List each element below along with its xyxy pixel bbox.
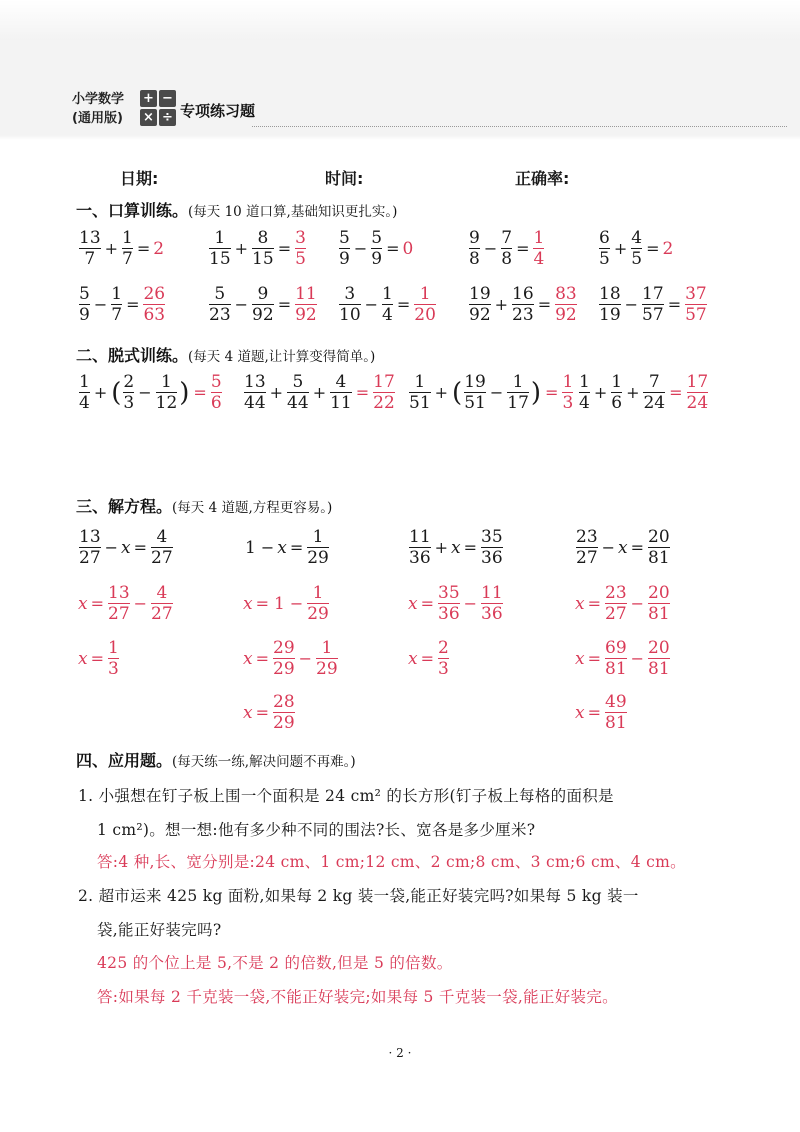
- answer: $\frac{5}{6}$: [210, 372, 222, 413]
- header-divider: [252, 126, 787, 127]
- equation-1-step-2: x = $\frac{1}{3}$: [78, 638, 119, 679]
- mental-problem-7: $\frac{5}{23}$ − $\frac{9}{92}$ = $\frac{11}{92}$: [209, 284, 317, 325]
- mental-problem-6: $\frac{5}{9}$ − $\frac{1}{7}$ = $\frac{26}{63}$: [79, 284, 166, 325]
- stepwise-problem-1: $\frac{1}{4}$ + ( $\frac{2}{3}$ − $\frac{1}{12}$ ) = $\frac{5}{6}$: [79, 372, 222, 413]
- answer: $\frac{3}{5}$: [295, 228, 306, 269]
- plus-icon: +: [140, 90, 157, 107]
- answer: $\frac{1}{20}$: [414, 284, 436, 325]
- mental-problem-4: $\frac{9}{8}$ − $\frac{7}{8}$ = $\frac{1}{4}$: [469, 228, 545, 269]
- section2-heading: 二、脱式训练。(每天 4 道题,让计算变得简单。): [76, 346, 376, 365]
- answer: $\frac{26}{63}$: [143, 284, 166, 325]
- answer: 0: [402, 238, 414, 259]
- word-problem-2-answer: 答:如果每 2 千克装一袋,不能正好装完;如果每 5 千克装一袋,能正好装完。: [97, 988, 618, 1006]
- word-problem-1-answer: 答:4 种,长、宽分别是:24 cm、1 cm;12 cm、2 cm;8 cm、3 cm;6 cm、4 cm。: [97, 853, 686, 871]
- answer: $\frac{17}{22}$: [373, 372, 395, 413]
- date-label: 日期:: [120, 169, 159, 188]
- word-problem-2-line-2: 袋,能正好装完吗?: [97, 921, 222, 939]
- mental-problem-9: $\frac{19}{92}$ + $\frac{16}{23}$ = $\frac{83}{92}$: [469, 284, 577, 325]
- word-problem-1-line-2: 1 cm²)。想一想:他有多少种不同的围法?长、宽各是多少厘米?: [97, 821, 536, 839]
- section3-heading: 三、解方程。(每天 4 道题,方程更容易。): [76, 497, 333, 516]
- equation-2-step-2: x = $\frac{29}{29}$ − $\frac{1}{29}$: [243, 638, 338, 679]
- answer: $\frac{1}{3}$: [562, 372, 574, 413]
- equation-4: $\frac{23}{27}$ − x = $\frac{20}{81}$: [576, 527, 670, 568]
- mental-problem-5: $\frac{6}{5}$ + $\frac{4}{5}$ = 2: [599, 228, 674, 269]
- answer: $\frac{83}{92}$: [555, 284, 577, 325]
- page-number: · 2 ·: [388, 1046, 412, 1060]
- equation-4-step-2: x = $\frac{69}{81}$ − $\frac{20}{81}$: [575, 638, 670, 679]
- answer: $\frac{37}{57}$: [685, 284, 707, 325]
- mental-problem-2: $\frac{1}{15}$ + $\frac{8}{15}$ = $\frac{3}{5}$: [209, 228, 306, 269]
- equation-2: 1 − x = $\frac{1}{29}$: [245, 527, 329, 568]
- equation-2-step-1: x = 1 − $\frac{1}{29}$: [243, 583, 329, 624]
- equation-1-step-1: x = $\frac{13}{27}$ − $\frac{4}{27}$: [78, 583, 173, 624]
- equation-4-step-3: x = $\frac{49}{81}$: [575, 692, 627, 733]
- stepwise-problem-4: $\frac{1}{4}$ + $\frac{1}{6}$ + $\frac{7}{24}$ = $\frac{17}{24}$: [579, 372, 709, 413]
- stepwise-problem-3: $\frac{1}{51}$ + ( $\frac{19}{51}$ − $\frac{1}{17}$ ) = $\frac{1}{3}$: [409, 372, 574, 413]
- page-header: [72, 88, 722, 133]
- time-label: 时间:: [325, 169, 364, 188]
- equation-3-step-1: x = $\frac{35}{36}$ − $\frac{11}{36}$: [408, 583, 503, 624]
- times-icon: ×: [140, 109, 157, 126]
- mental-problem-1: $\frac{13}{7}$ + $\frac{1}{7}$ = 2: [79, 228, 165, 269]
- word-problem-2-line-1: 2. 超市运来 425 kg 面粉,如果每 2 kg 装一袋,能正好装完吗?如果每 5 kg 装一: [78, 887, 639, 905]
- accuracy-label: 正确率:: [515, 169, 570, 188]
- answer: $\frac{17}{24}$: [686, 372, 709, 413]
- answer: 2: [662, 238, 674, 259]
- mental-problem-8: $\frac{3}{10}$ − $\frac{1}{4}$ = $\frac{1}{20}$: [339, 284, 436, 325]
- answer: $\frac{11}{92}$: [295, 284, 317, 325]
- section1-heading: 一、口算训练。(每天 10 道口算,基础知识更扎实。): [76, 201, 398, 220]
- brand-label: 小学数学 (通用版): [72, 92, 125, 126]
- answer: $\frac{1}{4}$: [533, 228, 545, 269]
- section4-heading: 四、应用题。(每天练一练,解决问题不再难。): [76, 751, 356, 770]
- minus-icon: −: [159, 90, 176, 107]
- stepwise-problem-2: $\frac{13}{44}$ + $\frac{5}{44}$ + $\frac{4}{11}$ = $\frac{17}{22}$: [244, 372, 395, 413]
- word-problem-2-reasoning: 425 的个位上是 5,不是 2 的倍数,但是 5 的倍数。: [97, 954, 453, 972]
- equation-1: $\frac{13}{27}$ − x = $\frac{4}{27}$: [79, 527, 173, 568]
- equation-3: $\frac{11}{36}$ + x = $\frac{35}{36}$: [409, 527, 503, 568]
- equation-2-step-3: x = $\frac{28}{29}$: [243, 692, 295, 733]
- equation-4-step-1: x = $\frac{23}{27}$ − $\frac{20}{81}$: [575, 583, 670, 624]
- word-problem-1-line-1: 1. 小强想在钉子板上围一个面积是 24 cm² 的长方形(钉子板上每格的面积是: [78, 787, 614, 805]
- divide-icon: ÷: [159, 109, 176, 126]
- mental-problem-10: $\frac{18}{19}$ − $\frac{17}{57}$ = $\frac{37}{57}$: [599, 284, 707, 325]
- answer: 2: [153, 238, 165, 259]
- mental-problem-3: $\frac{5}{9}$ − $\frac{5}{9}$ = 0: [339, 228, 414, 269]
- series-title: 专项练习题: [180, 102, 256, 120]
- operators-logo: [140, 90, 176, 126]
- equation-3-step-2: x = $\frac{2}{3}$: [408, 638, 449, 679]
